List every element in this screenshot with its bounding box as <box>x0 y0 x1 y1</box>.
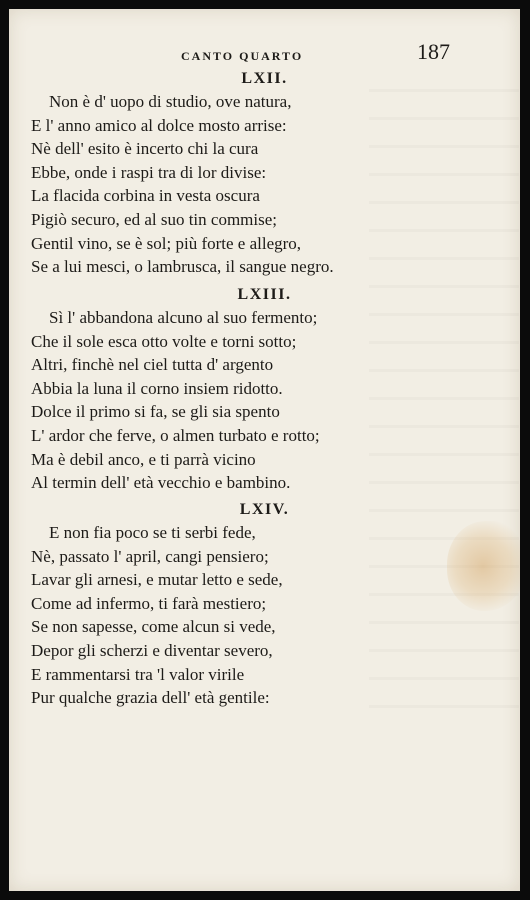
verse-line: Non è d' uopo di studio, ove natura, <box>49 92 292 111</box>
stanza <box>9 90 520 279</box>
stanza-number: LXII. <box>241 70 288 87</box>
verse-line: Che il sole esca otto volte e torni sotto; <box>31 331 297 351</box>
stanza <box>9 521 520 710</box>
verse-line: Nè, passato l' april, cangi pensiero; <box>31 546 269 566</box>
verse-line: Abbia la luna il corno insiem ridotto. <box>31 378 283 398</box>
verse-line: Lavar gli arnesi, e mutar letto e sede, <box>31 570 283 590</box>
verse-line: Sì l' abbandona alcuno al suo fermento; <box>49 308 318 327</box>
verse-line: Pigiò securo, ed al suo tin commise; <box>31 209 277 229</box>
verse-line: Nè dell' esito è incerto chi la cura <box>31 139 259 159</box>
page-number: 187 <box>417 39 450 64</box>
verse-line: L' ardor che ferve, o almen turbato e rotto; <box>31 425 320 445</box>
book-page <box>9 9 520 891</box>
verse-line: Ebbe, onde i raspi tra di lor divise: <box>31 162 267 182</box>
verse-line: La flacida corbina in vesta oscura <box>31 186 260 206</box>
verse-line: Come ad infermo, ti farà mestiero; <box>31 593 267 613</box>
verse-line: E l' anno amico al dolce mosto arrise: <box>31 115 287 135</box>
verse-line: Al termin dell' età vecchio e bambino. <box>31 473 291 493</box>
header-title: CANTO QUARTO <box>181 49 304 63</box>
verse-line: Pur qualche grazia dell' età gentile: <box>31 688 270 708</box>
verse-line: Ma è debil anco, e ti parrà vicino <box>31 449 256 469</box>
verse-line: Altri, finchè nel ciel tutta d' argento <box>31 355 274 375</box>
verse-line: Se a lui mesci, o lambrusca, il sangue negro. <box>31 257 334 277</box>
verse-line: Dolce il primo si fa, se gli sia spento <box>31 402 280 422</box>
stanza <box>9 306 520 495</box>
stanza-number: LXIV. <box>239 501 290 518</box>
stanza-number: LXIII. <box>237 286 292 303</box>
verse-line: Gentil vino, se è sol; più forte e allegro, <box>31 233 302 253</box>
verse-line: Depor gli scherzi e diventar severo, <box>31 640 273 660</box>
verse-line: E rammentarsi tra 'l valor virile <box>31 664 245 684</box>
verse-line: E non fia poco se ti serbi fede, <box>49 523 256 542</box>
verse-line: Se non sapesse, come alcun si vede, <box>31 617 276 637</box>
